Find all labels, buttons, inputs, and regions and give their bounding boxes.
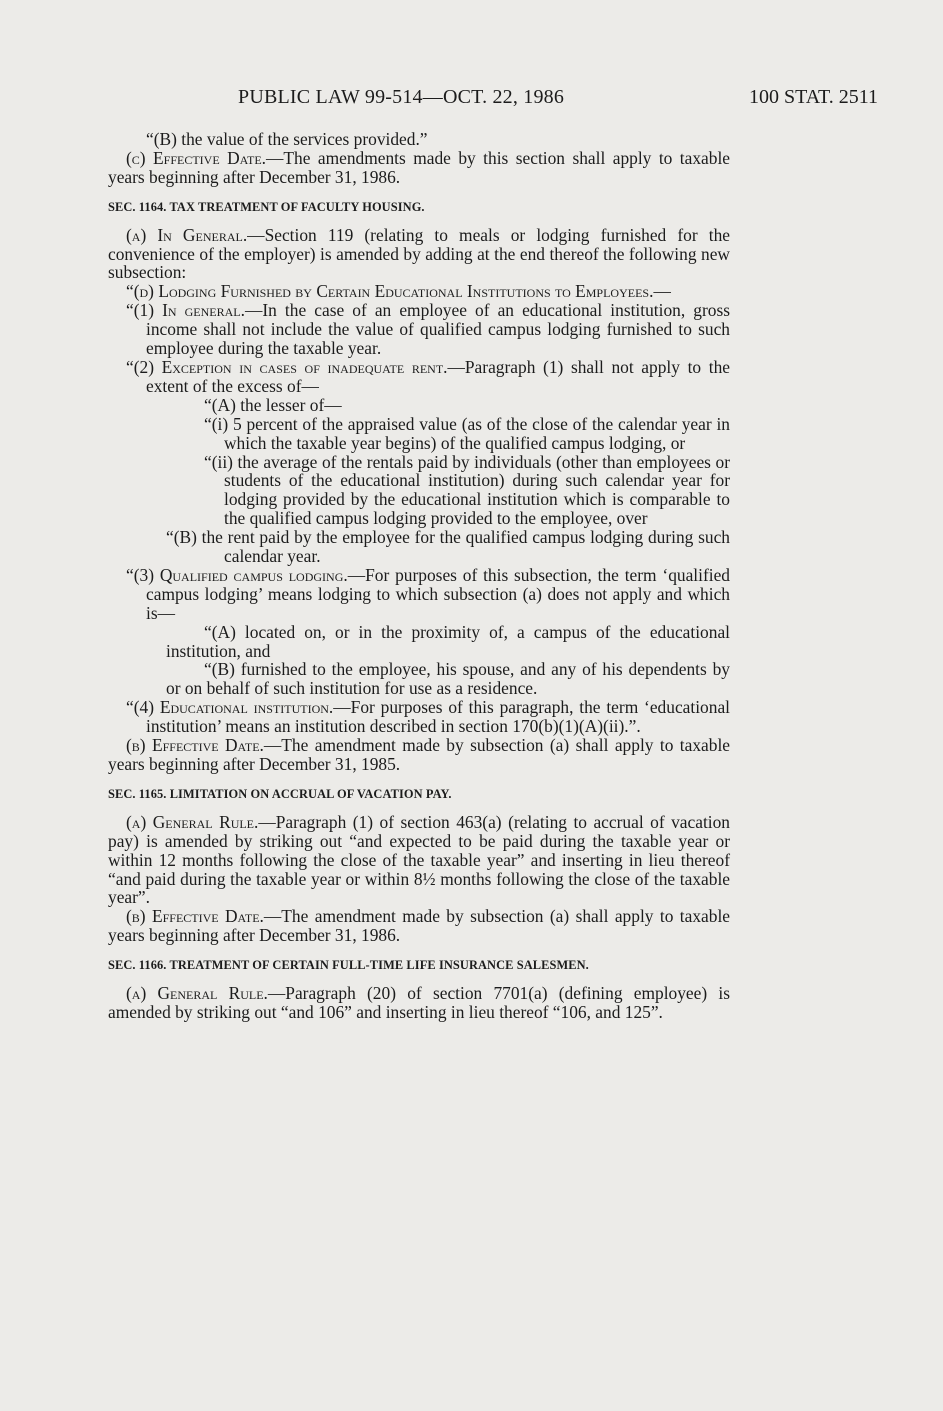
paragraph: “(B) furnished to the employee, his spouse, and any of his dependents by or on behalf of such institution for use as a residence. bbox=[166, 659, 730, 699]
paragraph-text: —For purposes of this subsection, the term ‘qualified campus lodging’ means lodging to which subsection (a) does not apply and which is— bbox=[146, 564, 731, 623]
paragraph bbox=[108, 301, 730, 358]
running-title: PUBLIC LAW 99-514—OCT. 22, 1986 bbox=[238, 86, 565, 108]
paragraph-heading: “(4) Educational institution. bbox=[126, 697, 334, 718]
document-body bbox=[108, 130, 730, 1022]
paragraph-text: —The amendment made by subsection (a) shall apply to taxable years beginning after December 31, 1986. bbox=[108, 906, 730, 946]
section-heading: SEC. 1166. TREATMENT OF CERTAIN FULL-TIME LIFE INSURANCE SALESMEN. bbox=[108, 958, 589, 973]
paragraph bbox=[108, 736, 730, 774]
paragraph bbox=[108, 566, 730, 623]
paragraph bbox=[108, 698, 730, 736]
statute-page-number: 100 STAT. 2511 bbox=[749, 86, 878, 108]
page-header bbox=[108, 86, 878, 116]
paragraph bbox=[108, 282, 730, 301]
paragraph-heading: (c) Effective Date. bbox=[126, 147, 267, 168]
paragraph-text: —In the case of an employee of an educational institution, gross income shall not include the value of qualified campus lodging furnished to such employee during the taxable year. bbox=[146, 300, 730, 359]
paragraph: “(B) the rent paid by the employee for the qualified campus lodging during such calendar year. bbox=[166, 527, 730, 567]
paragraph-text: —Paragraph (1) shall not apply to the extent of the excess of— bbox=[146, 356, 731, 396]
section-heading: SEC. 1165. LIMITATION ON ACCRUAL OF VACATION PAY. bbox=[108, 786, 452, 801]
paragraph bbox=[108, 907, 730, 945]
paragraph-text: —The amendments made by this section shall apply to taxable years beginning after December 31, 1986. bbox=[108, 147, 731, 187]
paragraph: “(i) 5 percent of the appraised value (as of the close of the calendar year in which the taxable year begins) of the qualified campus lodging, or bbox=[204, 413, 730, 453]
paragraph: “(B) the value of the services provided.” bbox=[146, 129, 428, 149]
section-heading: SEC. 1164. TAX TREATMENT OF FACULTY HOUSING. bbox=[108, 199, 425, 214]
paragraph-heading: “(1) In general. bbox=[126, 300, 245, 321]
paragraph bbox=[108, 813, 730, 908]
paragraph-heading: “(d) Lodging Furnished by Certain Educational Institutions to Employees. bbox=[126, 281, 654, 302]
paragraph-heading: (b) Effective Date. bbox=[126, 735, 264, 756]
paragraph bbox=[108, 358, 730, 396]
paragraph-heading: “(2) Exception in cases of inadequate rent. bbox=[126, 356, 448, 377]
paragraph-heading: (a) In General. bbox=[126, 224, 248, 245]
paragraph-text: —For purposes of this paragraph, the term ‘educational institution’ means an institution described in section 170(b)(1)(A)(ii).”. bbox=[146, 697, 730, 737]
paragraph bbox=[108, 149, 730, 187]
paragraph-heading: (a) General Rule. bbox=[126, 983, 268, 1004]
paragraph-heading: (b) Effective Date. bbox=[126, 906, 264, 927]
paragraph bbox=[108, 984, 730, 1022]
paragraph: “(A) the lesser of— bbox=[204, 394, 342, 415]
paragraph-text: — bbox=[653, 281, 671, 302]
paragraph-text: —Section 119 (relating to meals or lodging furnished for the convenience of the employer) is amended by adding at the end thereof the following new subsection: bbox=[108, 224, 731, 283]
paragraph: “(ii) the average of the rentals paid by individuals (other than employees or students of the educational institution) during such calendar year for lodging provided by the educational institution which is comparable to the qualified campus lodging provided to the employee, over bbox=[204, 451, 730, 529]
paragraph-text: —Paragraph (20) of section 7701(a) (defining employee) is amended by striking out “and 106” and inserting in lieu thereof “106, and 125”. bbox=[108, 983, 730, 1022]
paragraph-text: —The amendment made by subsection (a) shall apply to taxable years beginning after December 31, 1985. bbox=[108, 735, 730, 774]
paragraph-text: —Paragraph (1) of section 463(a) (relating to accrual of vacation pay) is amended by striking out “and expected to be paid during the taxable year or within 12 months following the close of the taxable year” and inserting in lieu thereof “and paid during the taxable year or within 8½ months following the close of the taxable year”. bbox=[108, 811, 730, 908]
paragraph bbox=[108, 226, 730, 283]
paragraph-heading: “(3) Qualified campus lodging. bbox=[126, 564, 348, 585]
paragraph-heading: (a) General Rule. bbox=[126, 811, 259, 832]
paragraph: “(A) located on, or in the proximity of, a campus of the educational institution, and bbox=[166, 621, 730, 661]
